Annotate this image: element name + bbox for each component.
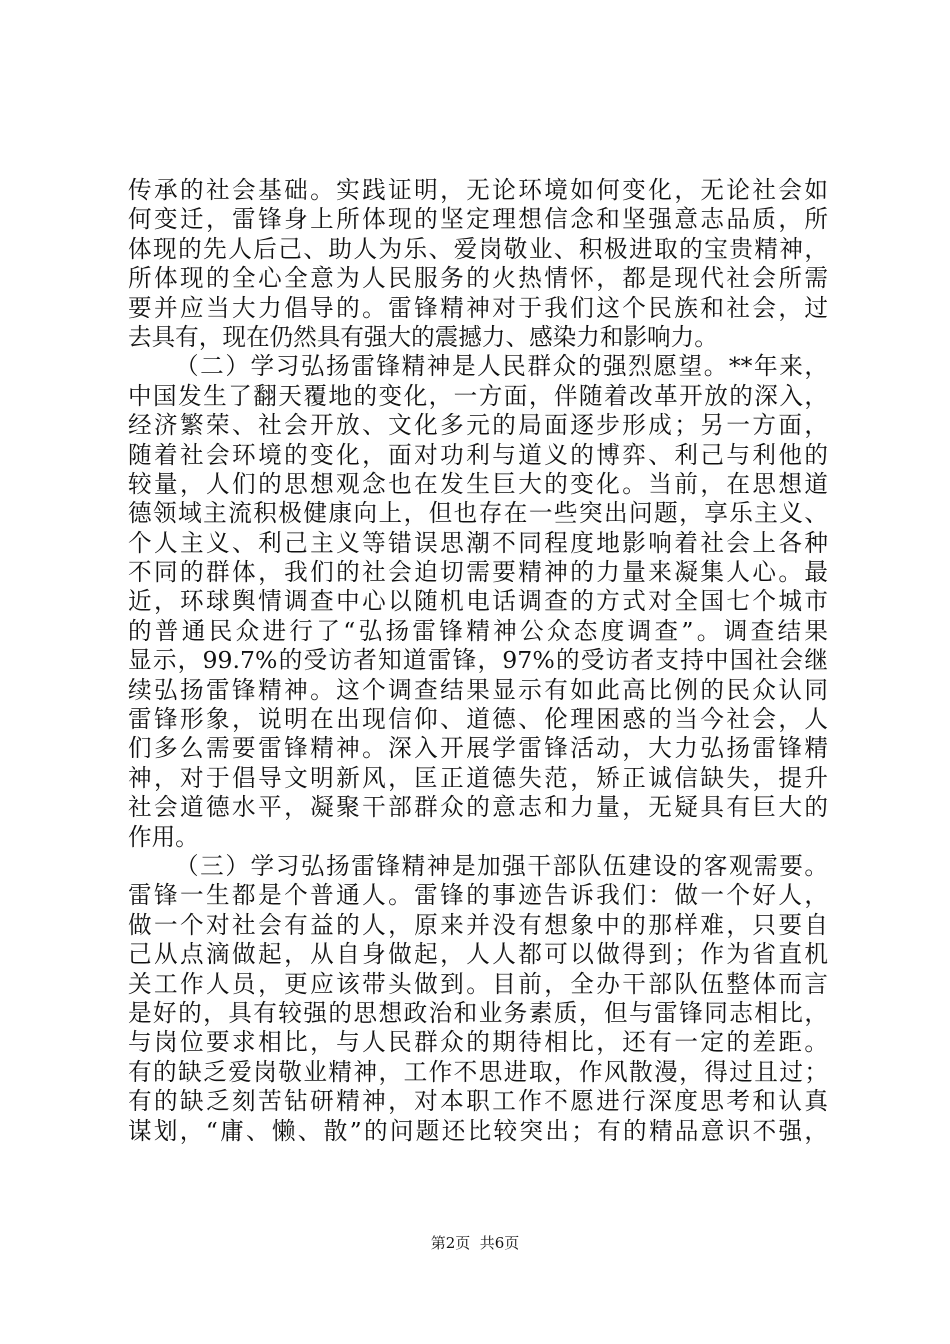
text-line: 中国发生了翻天覆地的变化，一方面，伴随着改革开放的深入，: [128, 381, 828, 410]
text-line: 传承的社会基础。实践证明，无论环境如何变化，无论社会如: [128, 176, 828, 204]
text-line: 有的缺乏刻苦钻研精神，对本职工作不愿进行深度思考和认真: [128, 1087, 828, 1116]
text-line: 去具有，现在仍然具有强大的震撼力、感染力和影响力。: [128, 322, 718, 351]
paragraph-1: [128, 176, 828, 352]
paragraph-3: [128, 852, 828, 1146]
text-line: 不同的群体，我们的社会迫切需要精神的力量来凝集人心。最: [128, 558, 828, 587]
text-line: 所体现的全心全意为人民服务的火热情怀，都是现代社会所需: [128, 264, 828, 293]
text-line: 体现的先人后己、助人为乐、爱岗敬业、积极进取的宝贵精神，: [128, 234, 828, 263]
text-line: 们多么需要雷锋精神。深入开展学雷锋活动，大力弘扬雷锋精: [128, 734, 828, 763]
text-line: 经济繁荣、社会开放、文化多元的局面逐步形成；另一方面，: [128, 411, 828, 440]
page-number-footer: 第2页 共6页: [430, 1234, 520, 1252]
text-line: 谋划，“庸、懒、散”的问题还比较突出；有的精品意识不强，: [128, 1116, 828, 1145]
text-line: 做一个对社会有益的人，原来并没有想象中的那样难，只要自: [128, 910, 828, 939]
text-line: 社会道德水平，凝聚干部群众的意志和力量，无疑具有巨大的: [128, 793, 828, 822]
text-line: 何变迁，雷锋身上所体现的坚定理想信念和坚强意志品质，所: [128, 205, 828, 234]
text-line: 要并应当大力倡导的。雷锋精神对于我们这个民族和社会，过: [128, 293, 828, 322]
text-line: 关工作人员，更应该带头做到。目前，全办干部队伍整体而言: [128, 969, 828, 998]
text-line: 与岗位要求相比，与人民群众的期待相比，还有一定的差距。: [128, 1028, 828, 1057]
text-line: 有的缺乏爱岗敬业精神，工作不思进取，作风散漫，得过且过；: [128, 1057, 828, 1086]
text-line: 的普通民众进行了“弘扬雷锋精神公众态度调查”。调查结果: [128, 616, 828, 645]
text-line: 是好的，具有较强的思想政治和业务素质，但与雷锋同志相比，: [128, 998, 828, 1027]
text-line: 神，对于倡导文明新风，匡正道德失范，矫正诚信缺失，提升: [128, 763, 828, 792]
text-line: （三）学习弘扬雷锋精神是加强干部队伍建设的客观需要。: [175, 851, 828, 880]
text-line: 雷锋形象，说明在出现信仰、道德、伦理困惑的当今社会，人: [128, 705, 828, 734]
text-line: 己从点滴做起，从自身做起，人人都可以做得到；作为省直机: [128, 940, 828, 969]
text-line: （二）学习弘扬雷锋精神是人民群众的强烈愿望。**年来，: [175, 352, 828, 381]
text-line: 较量，人们的思想观念也在发生巨大的变化。当前，在思想道: [128, 469, 828, 498]
text-line: 作用。: [128, 822, 199, 851]
text-line: 续弘扬雷锋精神。这个调查结果显示有如此高比例的民众认同: [128, 675, 828, 704]
body-text: [128, 176, 828, 1146]
paragraph-2: [128, 352, 828, 852]
text-line: 雷锋一生都是个普通人。雷锋的事迹告诉我们：做一个好人，: [128, 881, 828, 910]
text-line: 德领域主流积极健康向上，但也存在一些突出问题，享乐主义、: [128, 499, 828, 528]
text-line: 个人主义、利己主义等错误思潮不同程度地影响着社会上各种: [128, 528, 828, 557]
text-line: 随着社会环境的变化，面对功利与道义的博弈、利己与利他的: [128, 440, 828, 469]
text-line: 近，环球舆情调查中心以随机电话调查的方式对全国七个城市: [128, 587, 828, 616]
text-line: 显示，99.7%的受访者知道雷锋，97%的受访者支持中国社会继: [128, 646, 828, 675]
